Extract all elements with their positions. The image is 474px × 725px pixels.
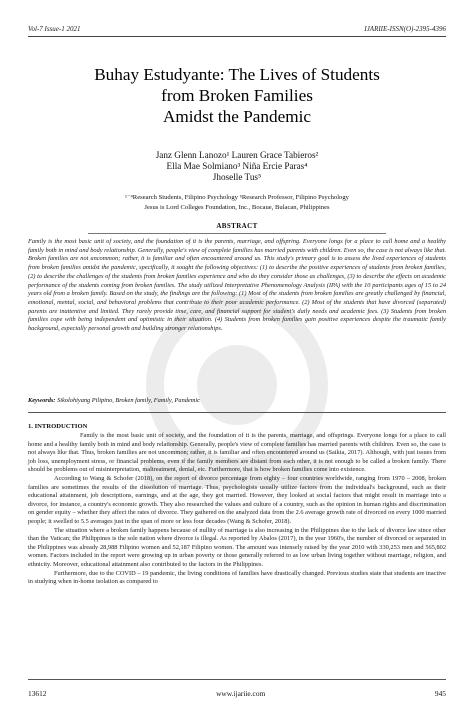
title-line: Amidst the Pandemic <box>163 107 311 126</box>
section-heading: 1. INTRODUCTION <box>28 423 88 430</box>
author-line: Janz Glenn Lanozo¹ Lauren Grace Tabieros² <box>155 150 319 160</box>
author-line: Jhoselle Tus⁵ <box>212 172 262 182</box>
header-rule <box>28 36 446 37</box>
affiliation-line: ¹⁻⁴Research Students, Filipino Psychology ⁵Research Professor, Filipino Psychology <box>125 194 349 201</box>
page-footer <box>28 689 446 698</box>
journal-url[interactable]: www.ijariie.com <box>216 689 266 698</box>
body-paragraph: According to Wang & Schofer (2018), on the report of divorce percentage from eighty – four countries worldwide, ranging from 1970 – 2008, broken families are sometimes the results of the dissolution of marriage. Thus, psychologists usually utilize factors from the individual's background, such as their educational attainment, job descriptions, earnings, and at the age, they got married. However, they looked at social factors that might result in marriage into a divorce, for instance, a country's economic growth. They also researched the values and culture of a country, such as the opinion in human rights and discrimination on gender equity – whether they affect the rates of divorce. They gathered on the analyzed data from the 2.6 average growth rate of divorced on every 1000 married people; it swelled to 5.5 averages just in the span of more or less four decades (Wang & Schofer, 2018). <box>28 474 446 525</box>
page-number: 945 <box>434 689 446 698</box>
keywords-text: Sikolohiyang Pilipino, Broken family, Family, Pandemic <box>55 397 200 404</box>
keywords <box>28 397 446 404</box>
footer-rule <box>28 679 446 680</box>
volume-label: Vol-7 Issue-1 2021 <box>28 25 81 33</box>
keywords-label: Keywords: <box>28 397 56 404</box>
abstract-rule <box>88 233 386 234</box>
body-paragraph: The situation where a broken family happens because of nullity of marriage is also increasing in the Philippines due to the lack of divorce law since other than the Vatican; the Philippines is the sole nation where divorce is illegal. As reported by Abalos (2017), in the year 1960's, the number of divorced or separated in the Philippines was already 28,988 Filipino women and 52,187 Filipino women. The amount was intensely raised by the year 2010 with 330,253 men and 565,802 women. Factors included in the report were growing up in urban poverty or those generally referred to as low urban living together without marriage, religion, and ethnicity. Moreover, educational attainment also contributed to the factors in the Philippines. <box>28 526 446 568</box>
keywords-rule <box>28 412 446 413</box>
issn-label: IJARIIE-ISSN(O)-2395-4396 <box>364 25 446 33</box>
abstract-text: Family is the most basic unit of society, and the foundation of it is the parents, marriage, and offspring. Everyone longs for a place to call home and a healthy family both in mind and body relationship. Generally, people's view of complete families has married parents with children. Even so, the case is not always like that. Broken families are not uncommon; rather, it is familiar and often encountered around us. This study's primary goal is to assess the lived experiences of students from broken families amidst the pandemic, specifically, it sought the following objectives: (1) to describe the positive experiences of students from broken families, (2) to describe the challenges of the students from broken families experience and who do they consider those as challenges, (3) to describe the effects on academic performance of the students coming from broken families. The study utilized Interpretative Phenomenology Analysis (IPA) with the 10 participants ages of 15 to 24 years old from a broken family. Based on the study, the findings are the following: (1) Most of the students from broken families are greatly challenged by financial, emotional, mental, social, and behavioral problems that contribute to their poor academic performance. (2) Most of the students that have divorced (separated) parents are inattentive and limited. They rarely provide time, care, and financial support for student's daily needs and academic fees. (3) Students from broken families cope with being independent and optimistic in their situation. (4) Students from broken families gain positive experiences despite the traumatic family background, especially personal growth and building stronger relationships. <box>28 238 446 333</box>
author-line: Ella Mae Solmiano³ Niña Ercie Paras⁴ <box>166 161 308 171</box>
body-paragraph: Family is the most basic unit of society, and the foundation of it is the parents, marriage, and offsprings. Everyone longs for a place to call home and a healthy family both in mind and body relationship. Generally, people's view of complete families has married parents with children. Even so, the case is not always like that. Thus, broken families are not uncommon; rather, it is familiar and often encountered around us (Saikia, 2017). Although, with just issues from job loss, unemployment stress, or financial problems, even if the family members are distant from each other, it is not enough to be called a broken family. There should be problems out of misinterpretation, maltreatment, denial, etc. Furthermore, that is how broken families come into existence. <box>28 432 446 474</box>
affiliation-line: Jesus is Lord Colleges Foundation, Inc., Bocaue, Bulacan, Philippines <box>144 204 330 211</box>
title-line: Buhay Estudyante: The Lives of Students <box>94 65 380 84</box>
abstract-heading: ABSTRACT <box>216 222 258 230</box>
running-header <box>28 25 446 33</box>
paper-id: 13612 <box>28 689 47 698</box>
title-line: from Broken Families <box>161 86 313 105</box>
section-body <box>28 432 446 587</box>
body-paragraph: Furthermore, due to the COVID – 19 pandemic, the living conditions of families have drastically changed. Previous studies state that students are inactive in studying when in-home isolation as compared to <box>28 569 446 586</box>
author-list <box>28 150 446 183</box>
affiliation <box>28 193 446 213</box>
paper-title <box>28 64 446 127</box>
